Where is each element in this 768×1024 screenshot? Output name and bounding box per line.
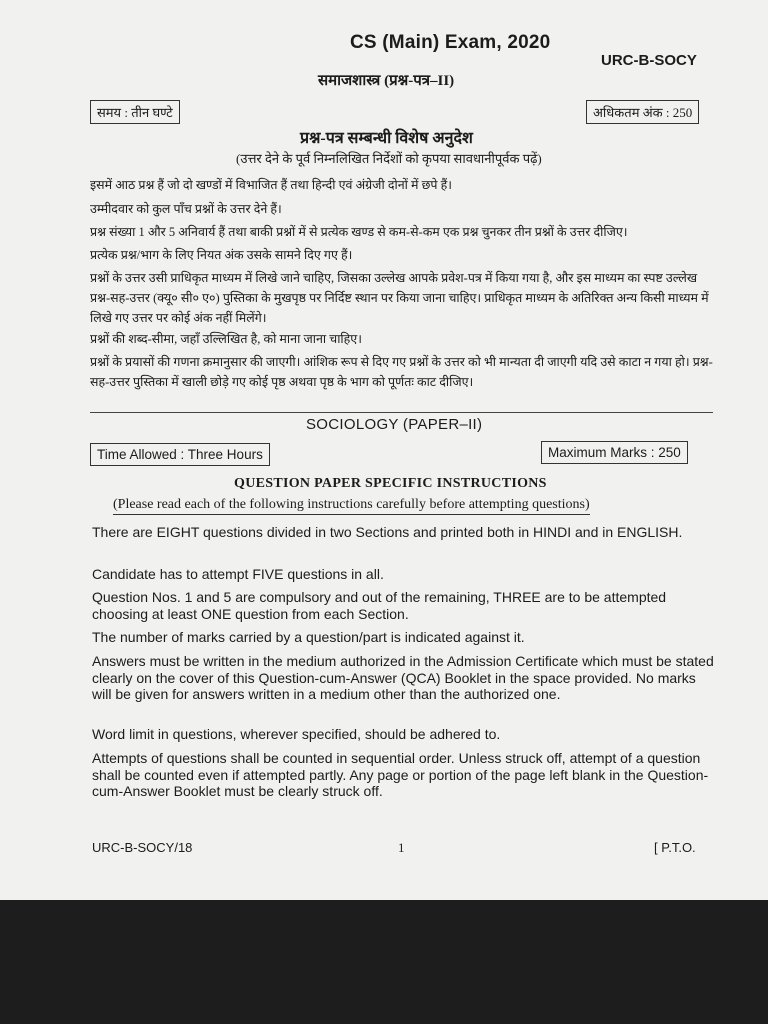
paper-code: URC-B-SOCY: [601, 52, 697, 69]
section-divider: [90, 412, 713, 413]
hindi-max-marks-box: अधिकतम अंक : 250: [586, 100, 699, 124]
page-number: 1: [398, 840, 405, 855]
hindi-paragraph: उम्मीदवार को कुल पाँच प्रश्नों के उत्तर देने हैं।: [90, 202, 282, 216]
hindi-subject-title: समाजशास्त्र (प्रश्न-पत्र–II): [318, 73, 455, 89]
english-paragraph: Answers must be written in the medium authorized in the Admission Certificate which must be stated clearly on the cover of this Question-cum-Answer (QCA) Booklet in the space provided. No marks will be given for answers written in a medium other than the authorized one.: [92, 653, 714, 702]
hindi-paragraph: प्रश्नों के प्रयासों की गणना क्रमानुसार की जाएगी। आंशिक रूप से दिए गए प्रश्नों के उत्तर को भी मान्यता दी जाएगी यदि उसे काटा न गया हो। प्रश्न-सह-उत्तर पुस्तिका में खाली छोड़े गए कोई पृष्ठ अथवा पृष्ठ के भाग को पूर्णतः काट दीजिए।: [90, 355, 713, 389]
english-paragraph: Attempts of questions shall be counted in sequential order. Unless struck off, attempt of a question shall be counted even if attempted partly. Any page or portion of the page left blank in the Question-cum-Answer Booklet must be clearly struck off.: [92, 750, 709, 799]
footer-paper-code: URC-B-SOCY/18: [92, 840, 193, 855]
hindi-paragraph: प्रत्येक प्रश्न/भाग के लिए नियत अंक उसके सामने दिए गए हैं।: [90, 248, 353, 262]
pto-label: [ P.T.O.: [654, 840, 696, 855]
english-paragraph: Candidate has to attempt FIVE questions in all.: [92, 566, 384, 582]
hindi-paragraph: इसमें आठ प्रश्न हैं जो दो खण्डों में विभाजित हैं तथा हिन्दी एवं अंग्रेजी दोनों में छपे हैं।: [90, 178, 452, 192]
english-paragraph: There are EIGHT questions divided in two Sections and printed both in HINDI and in ENGLISH.: [92, 524, 683, 540]
max-marks-box: Maximum Marks : 250: [541, 441, 688, 464]
hindi-instructions-subheading: (उत्तर देने के पूर्व निम्नलिखित निर्देशों को कृपया सावधानीपूर्वक पढ़ें): [236, 151, 542, 166]
scan-background: [0, 900, 768, 1024]
english-instructions-subheading: (Please read each of the following instructions carefully before attempting questions): [113, 497, 590, 515]
english-paragraph: The number of marks carried by a question/part is indicated against it.: [92, 629, 525, 645]
hindi-time-box: समय : तीन घण्टे: [90, 100, 180, 124]
english-paragraph: Word limit in questions, wherever specified, should be adhered to.: [92, 726, 501, 742]
exam-title: CS (Main) Exam, 2020: [350, 32, 551, 53]
time-allowed-box: Time Allowed : Three Hours: [90, 443, 270, 466]
english-instructions-heading: QUESTION PAPER SPECIFIC INSTRUCTIONS: [234, 476, 547, 491]
hindi-paragraph: प्रश्न संख्या 1 और 5 अनिवार्य हैं तथा बाकी प्रश्नों में से प्रत्येक खण्ड से कम-से-कम एक प्रश्न चुनकर तीन प्रश्नों के उत्तर दीजिए।: [90, 225, 628, 239]
hindi-paragraph: प्रश्नों के उत्तर उसी प्राधिकृत माध्यम में लिखे जाने चाहिए, जिसका उल्लेख आपके प्रवेश-पत्र में किया गया है, और इस माध्यम का स्पष्ट उल्लेख प्रश्न-सह-उत्तर (क्यू० सी० ए०) पुस्तिका के मुखपृष्ठ पर निर्दिष्ट स्थान पर किया जाना चाहिए। प्राधिकृत माध्यम के अतिरिक्त अन्य किसी माध्यम में लिखे गए उत्तर पर कोई अंक नहीं मिलेंगे।: [90, 271, 709, 325]
hindi-instructions-heading: प्रश्न-पत्र सम्बन्धी विशेष अनुदेश: [300, 130, 473, 147]
hindi-paragraph: प्रश्नों की शब्द-सीमा, जहाँ उल्लिखित है, को माना जाना चाहिए।: [90, 332, 362, 346]
english-paragraph: Question Nos. 1 and 5 are compulsory and out of the remaining, THREE are to be attempted choosing at least ONE question from each Section.: [92, 589, 667, 622]
english-subject-title: SOCIOLOGY (PAPER–II): [306, 416, 483, 433]
